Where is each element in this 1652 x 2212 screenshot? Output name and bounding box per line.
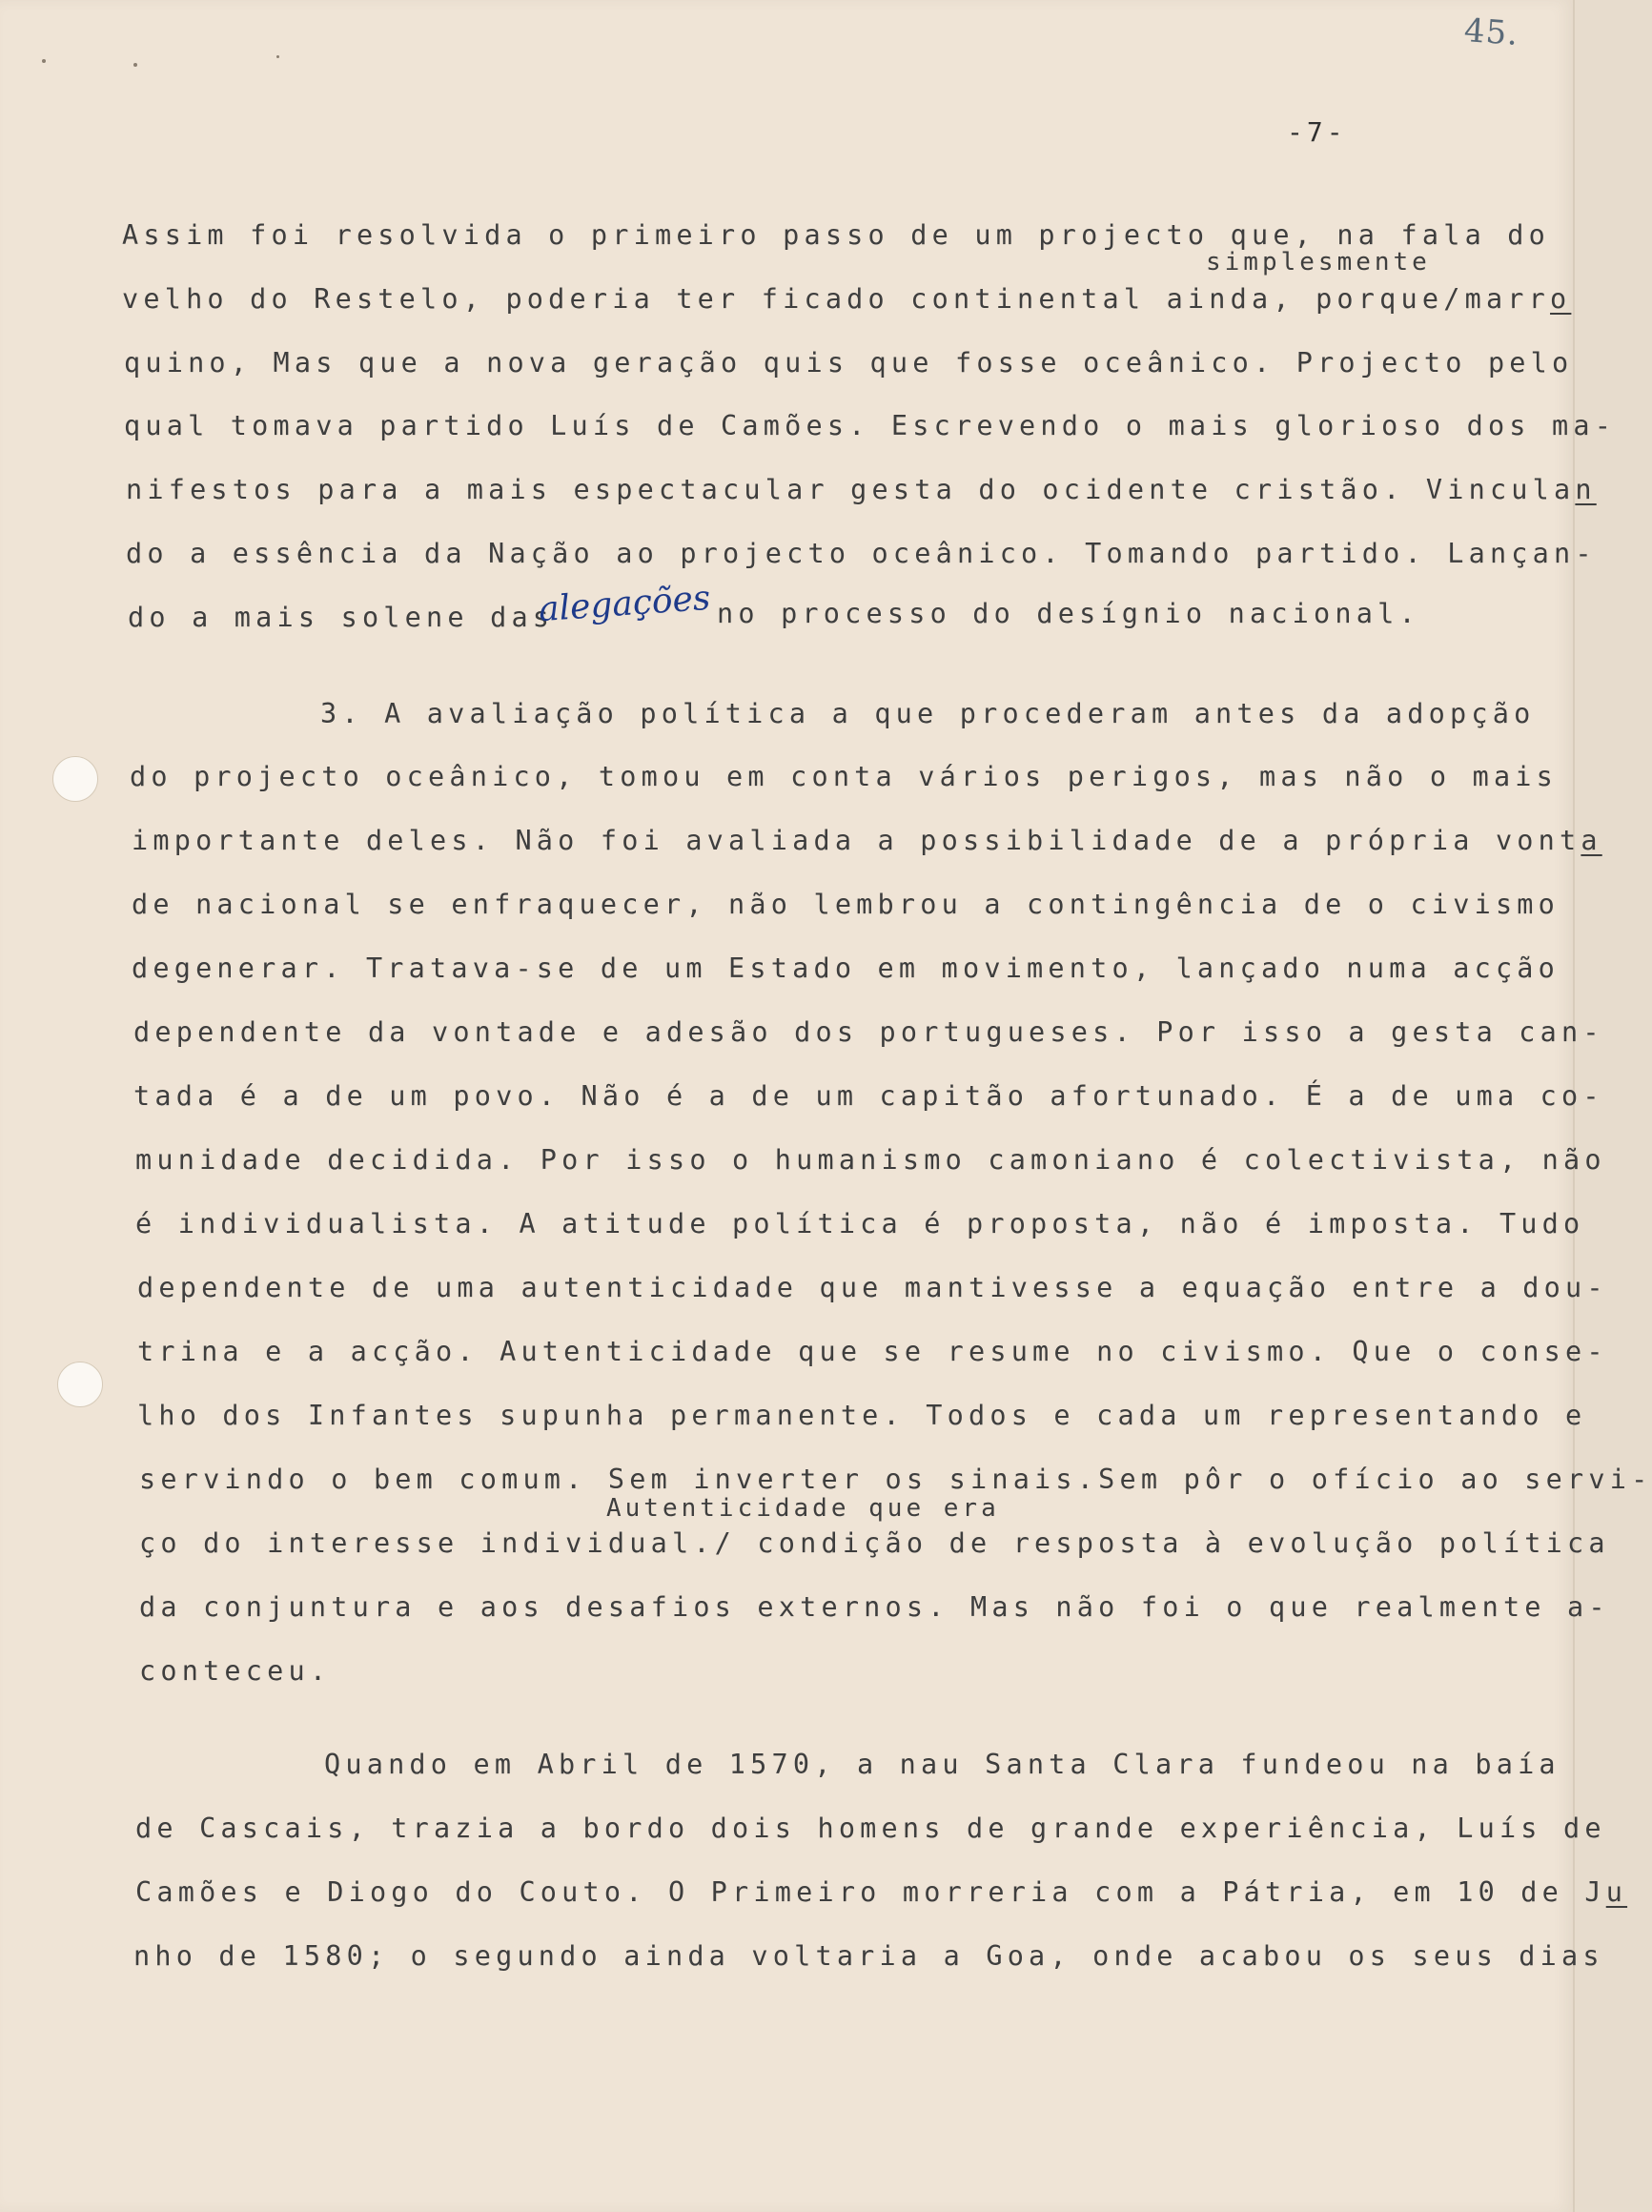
text-line: tada é a de um povo. Não é a de um capitão afortunado. É a de uma co- (133, 1080, 1604, 1112)
punch-hole-bottom (57, 1362, 103, 1407)
text-line: do projecto oceânico, tomou em conta vários perigos, mas não o mais (130, 761, 1559, 792)
text-line: Assim foi resolvida o primeiro passo de um projecto que, na fala do (122, 219, 1551, 251)
punch-hole-top (52, 756, 98, 802)
text-line: é individualista. A atitude política é proposta, não é imposta. Tudo (135, 1208, 1585, 1239)
paper-speck (133, 63, 137, 67)
text-line: nho de 1580; o segundo ainda voltaria a Goa, onde acabou os seus dias (133, 1940, 1604, 1972)
text-line: no processo do desígnio nacional. (717, 598, 1420, 629)
text-line: ço do interesse individual./ condição de resposta à evolução política (139, 1527, 1610, 1559)
typed-insertion-autenticidade: Autenticidade que era (606, 1494, 1000, 1523)
paper-speck (42, 59, 46, 63)
text-line: munidade decidida. Por isso o humanismo camoniano é colectivista, não (135, 1144, 1606, 1176)
text-line: conteceu. (139, 1655, 332, 1687)
text-line: da conjuntura e aos desafios externos. Mas não foi o que realmente a- (139, 1591, 1610, 1623)
text-line: qual tomava partido Luís de Camões. Escrevendo o mais glorioso dos ma- (124, 410, 1617, 441)
text-line: dependente da vontade e adesão dos portugueses. Por isso a gesta can- (133, 1016, 1604, 1048)
archive-number: 45. (1462, 11, 1520, 53)
page-number: -7- (1287, 116, 1347, 148)
text-line: Camões e Diogo do Couto. O Primeiro morreria com a Pátria, em 10 de Ju (135, 1876, 1628, 1908)
text-line: de Cascais, trazia a bordo dois homens de grande experiência, Luís de (135, 1813, 1606, 1844)
text-line: velho do Restelo, poderia ter ficado continental ainda, porque/marro (122, 283, 1572, 315)
text-line: de nacional se enfraquecer, não lembrou a contingência de o civismo (132, 889, 1560, 920)
handwritten-word: alegações (537, 578, 712, 630)
text-line: dependente de uma autenticidade que mantivesse a equação entre a dou- (137, 1272, 1608, 1303)
text-line: do a mais solene das (128, 602, 555, 633)
text-line: do a essência da Nação ao projecto oceânico. Tomando partido. Lançan- (126, 538, 1597, 569)
paper-speck (276, 55, 279, 58)
text-line: 3. A avaliação política a que procederam antes da adopção (320, 698, 1536, 729)
text-line: importante deles. Não foi avaliada a possibilidade de a própria vonta (132, 825, 1602, 856)
typed-insertion-simplesmente: simplesmente (1206, 248, 1431, 276)
text-line: degenerar. Tratava-se de um Estado em movimento, lançado numa acção (132, 952, 1560, 984)
text-line: quino, Mas que a nova geração quis que fosse oceânico. Projecto pelo (124, 347, 1574, 379)
text-line: servindo o bem comum. Sem inverter os sinais.Sem pôr o ofício ao servi- (139, 1464, 1652, 1495)
text-line: Quando em Abril de 1570, a nau Santa Clara fundeou na baía (324, 1749, 1560, 1780)
text-line: trina e a acção. Autenticidade que se resume no civismo. Que o conse- (137, 1336, 1608, 1367)
text-line: nifestos para a mais espectacular gesta do ocidente cristão. Vinculan (126, 474, 1597, 505)
text-line: lho dos Infantes supunha permanente. Todos e cada um representando e (137, 1400, 1587, 1431)
